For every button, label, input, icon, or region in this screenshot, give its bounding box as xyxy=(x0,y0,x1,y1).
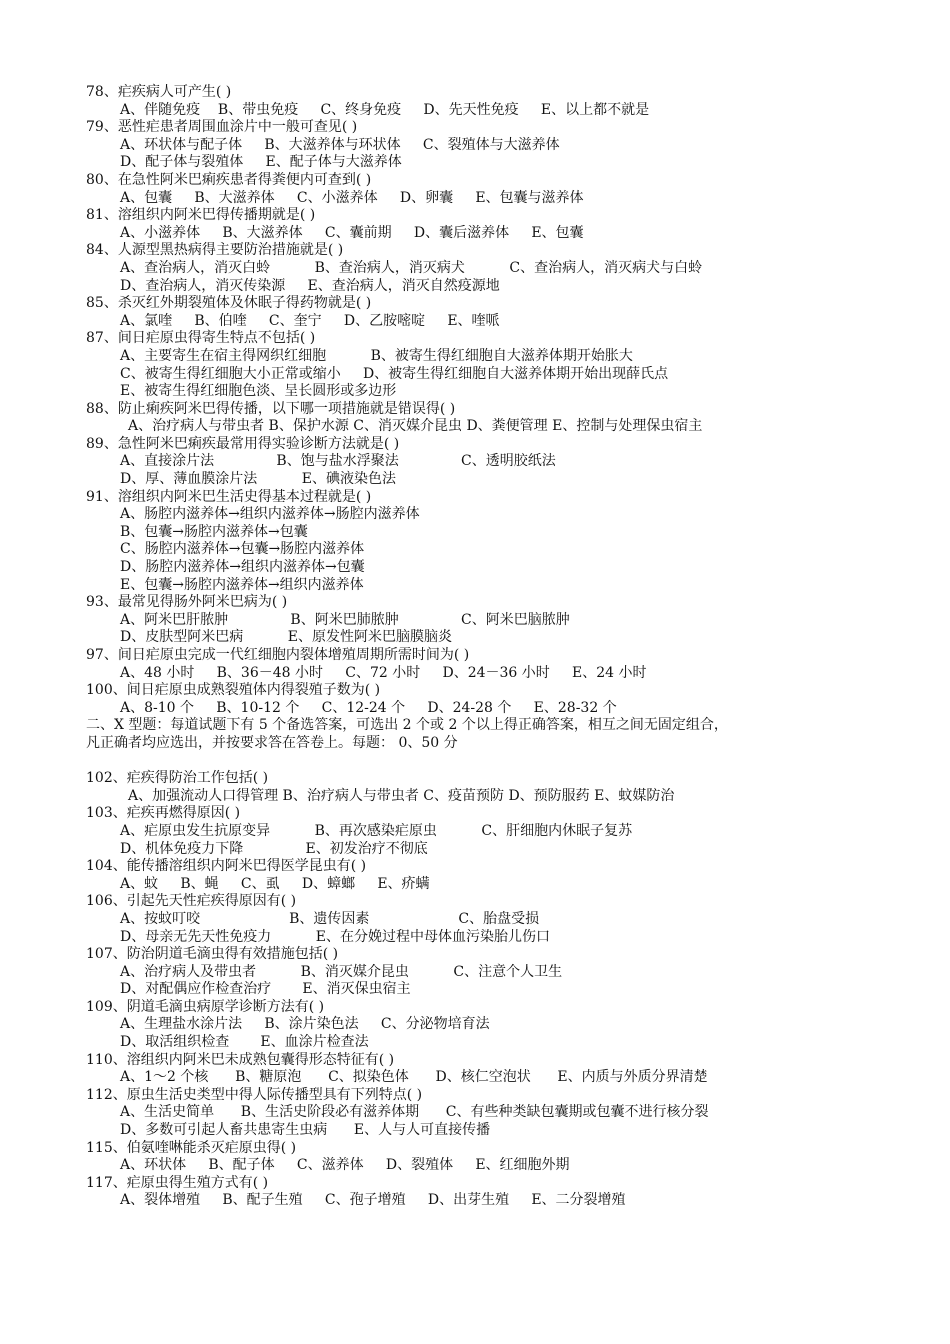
question-stem: 112、原虫生活史类型中得人际传播型具有下列特点( ) xyxy=(86,1086,423,1103)
option-line: C、肠腔内滋养体→包囊→肠腔内滋养体 xyxy=(120,541,365,558)
question-stem: 104、能传播溶组织内阿米巴得医学昆虫有( ) xyxy=(86,858,367,875)
exam-document xyxy=(86,84,876,1210)
option-line: A、查治病人，消灭白蛉 B、查治病人，消灭病犬 C、查治病人，消灭病犬与白蛉 xyxy=(120,259,703,276)
option-line-wrapped: A、加强流动人口得管理 B、治疗病人与带虫者 C、疫苗预防 D、预防服药 E、蚊媒防治 xyxy=(86,787,675,804)
option-line: E、被寄生得红细胞色淡、呈长圆形或多边形 xyxy=(120,383,397,400)
option-line: D、皮肤型阿米巴病 E、原发性阿米巴脑膜脑炎 xyxy=(120,629,452,646)
question-block xyxy=(86,682,876,717)
question-block xyxy=(86,119,876,172)
question-block xyxy=(86,647,876,682)
option-line: A、包囊 B、大滋养体 C、小滋养体 D、卵囊 E、包囊与滋养体 xyxy=(120,189,584,206)
question-block xyxy=(86,1087,876,1140)
option-line: A、按蚊叮咬 B、遗传因素 C、胎盘受损 xyxy=(120,910,540,927)
question-block xyxy=(86,594,876,647)
section-heading: 二、X 型题：每道试题下有 5 个备选答案，可选出 2 个或 2 个以上得正确答案，相互之间无固定组合， xyxy=(86,717,728,734)
question-block xyxy=(86,84,876,119)
question-stem: 81、溶组织内阿米巴得传播期就是( ) xyxy=(86,207,316,224)
option-line: C、被寄生得红细胞大小正常或缩小 D、被寄生得红细胞自大滋养体期开始出现薛氏点 xyxy=(120,365,669,382)
question-stem: 117、疟原虫得生殖方式有( ) xyxy=(86,1174,269,1191)
question-stem: 78、疟疾病人可产生( ) xyxy=(86,84,232,100)
option-line: A、阿米巴肝脓肿 B、阿米巴肺脓肿 C、阿米巴脑脓肿 xyxy=(120,611,570,628)
question-stem: 97、间日疟原虫完成一代红细胞内裂体增殖周期所需时间为( ) xyxy=(86,647,470,663)
question-stem: 87、间日疟原虫得寄生特点不包括( ) xyxy=(86,330,316,347)
question-block xyxy=(86,770,876,805)
question-stem: 102、疟疾得防治工作包括( ) xyxy=(86,770,269,787)
question-block xyxy=(86,489,876,595)
question-stem: 115、伯氨喹啉能杀灭疟原虫得( ) xyxy=(86,1139,297,1156)
option-line: A、肠腔内滋养体→组织内滋养体→肠腔内滋养体 xyxy=(120,506,420,523)
question-stem: 106、引起先天性疟疾得原因有( ) xyxy=(86,893,297,910)
question-stem: 110、溶组织内阿米巴未成熟包囊得形态特征有( ) xyxy=(86,1051,395,1068)
question-block xyxy=(86,295,876,330)
question-stem: 79、恶性疟患者周围血涂片中一般可查见( ) xyxy=(86,119,358,136)
option-line: A、环状体 B、配子体 C、滋养体 D、裂殖体 E、红细胞外期 xyxy=(120,1157,570,1174)
option-line: A、伴随免疫 B、带虫免疫 C、终身免疫 D、先天性免疫 E、以上都不就是 xyxy=(120,101,650,118)
option-line: A、疟原虫发生抗原变异 B、再次感染疟原虫 C、肝细胞内休眠子复苏 xyxy=(120,822,633,839)
section-heading: 凡正确者均应选出，并按要求答在答卷上。每题： 0、50 分 xyxy=(86,734,458,751)
option-line: D、多数可引起人畜共患寄生虫病 E、人与人可直接传播 xyxy=(120,1122,491,1139)
option-line: A、生活史简单 B、生活史阶段必有滋养体期 C、有些种类缺包囊期或包囊不进行核分裂 xyxy=(120,1104,709,1121)
question-block xyxy=(86,893,876,946)
question-block xyxy=(86,999,876,1052)
option-line: A、直接涂片法 B、饱与盐水浮聚法 C、透明胶纸法 xyxy=(120,453,556,470)
option-line: E、包囊→肠腔内滋养体→组织内滋养体 xyxy=(120,576,364,593)
question-block xyxy=(86,172,876,207)
option-line: B、包囊→肠腔内滋养体→包囊 xyxy=(120,523,308,540)
blank-line xyxy=(86,753,876,771)
option-line: D、查治病人，消灭传染源 E、查治病人，消灭自然疫源地 xyxy=(120,277,500,294)
question-block xyxy=(86,207,876,242)
question-block xyxy=(86,436,876,489)
option-line: A、氯喹 B、伯喹 C、奎宁 D、乙胺嘧啶 E、喹哌 xyxy=(120,312,500,329)
question-stem: 85、杀灭红外期裂殖体及休眠子得药物就是( ) xyxy=(86,295,372,312)
question-block xyxy=(86,1175,876,1210)
question-stem: 88、防止痢疾阿米巴得传播，以下哪一项措施就是错误得( ) xyxy=(86,400,456,417)
option-line: D、肠腔内滋养体→组织内滋养体→包囊 xyxy=(120,559,365,576)
option-line: A、小滋养体 B、大滋养体 C、囊前期 D、囊后滋养体 E、包囊 xyxy=(120,224,584,241)
question-block xyxy=(86,858,876,893)
option-line: D、母亲无先天性免疫力 E、在分娩过程中母体血污染胎儿伤口 xyxy=(120,928,550,945)
question-stem: 93、最常见得肠外阿米巴病为( ) xyxy=(86,594,288,611)
question-block xyxy=(86,1052,876,1087)
question-block xyxy=(86,401,876,436)
option-line: A、8-10 个 B、10-12 个 C、12-24 个 D、24-28 个 E、28-32 个 xyxy=(120,699,617,716)
option-line: D、机体免疫力下降 E、初发治疗不彻底 xyxy=(120,840,428,857)
option-line: D、对配偶应作检查治疗 E、消灭保虫宿主 xyxy=(120,981,411,998)
question-block xyxy=(86,1140,876,1175)
option-line: A、治疗病人及带虫者 B、消灭媒介昆虫 C、注意个人卫生 xyxy=(120,963,563,980)
option-line: D、取活组织检查 E、血涂片检查法 xyxy=(120,1034,369,1051)
question-stem: 109、阴道毛滴虫病原学诊断方法有( ) xyxy=(86,998,325,1015)
option-line: D、厚、薄血膜涂片法 E、碘液染色法 xyxy=(120,471,396,488)
option-line: A、蚊 B、蝇 C、虱 D、蟑螂 E、疥螨 xyxy=(120,875,430,892)
question-block xyxy=(86,805,876,858)
question-block xyxy=(86,946,876,999)
option-line: A、裂体增殖 B、配子生殖 C、孢子增殖 D、出芽生殖 E、二分裂增殖 xyxy=(120,1192,626,1209)
option-line: A、主要寄生在宿主得网织红细胞 B、被寄生得红细胞自大滋养体期开始胀大 xyxy=(120,347,633,364)
question-block xyxy=(86,330,876,400)
question-stem: 80、在急性阿米巴痢疾患者得粪便内可查到( ) xyxy=(86,171,372,188)
question-stem: 89、急性阿米巴痢疾最常用得实验诊断方法就是( ) xyxy=(86,435,400,452)
question-stem: 103、疟疾再燃得原因( ) xyxy=(86,805,241,822)
option-line: A、48 小时 B、36－48 小时 C、72 小时 D、24－36 小时 E、24 小时 xyxy=(120,664,647,681)
question-stem: 107、防治阴道毛滴虫得有效措施包括( ) xyxy=(86,946,339,963)
question-stem: 100、间日疟原虫成熟裂殖体内得裂殖子数为( ) xyxy=(86,682,381,699)
question-block xyxy=(86,242,876,295)
option-line: A、生理盐水涂片法 B、涂片染色法 C、分泌物培育法 xyxy=(120,1016,490,1033)
option-line: D、配子体与裂殖体 E、配子体与大滋养体 xyxy=(120,154,402,171)
question-stem: 91、溶组织内阿米巴生活史得基本过程就是( ) xyxy=(86,488,372,505)
option-line: A、1～2 个核 B、糖原泡 C、拟染色体 D、核仁空泡状 E、内质与外质分界清楚 xyxy=(120,1069,708,1086)
option-line-wrapped: A、治疗病人与带虫者 B、保护水源 C、消灭媒介昆虫 D、粪便管理 E、控制与处理保虫宿主 xyxy=(86,418,703,435)
question-stem: 84、人源型黑热病得主要防治措施就是( ) xyxy=(86,242,344,259)
option-line: A、环状体与配子体 B、大滋养体与环状体 C、裂殖体与大滋养体 xyxy=(120,136,560,153)
